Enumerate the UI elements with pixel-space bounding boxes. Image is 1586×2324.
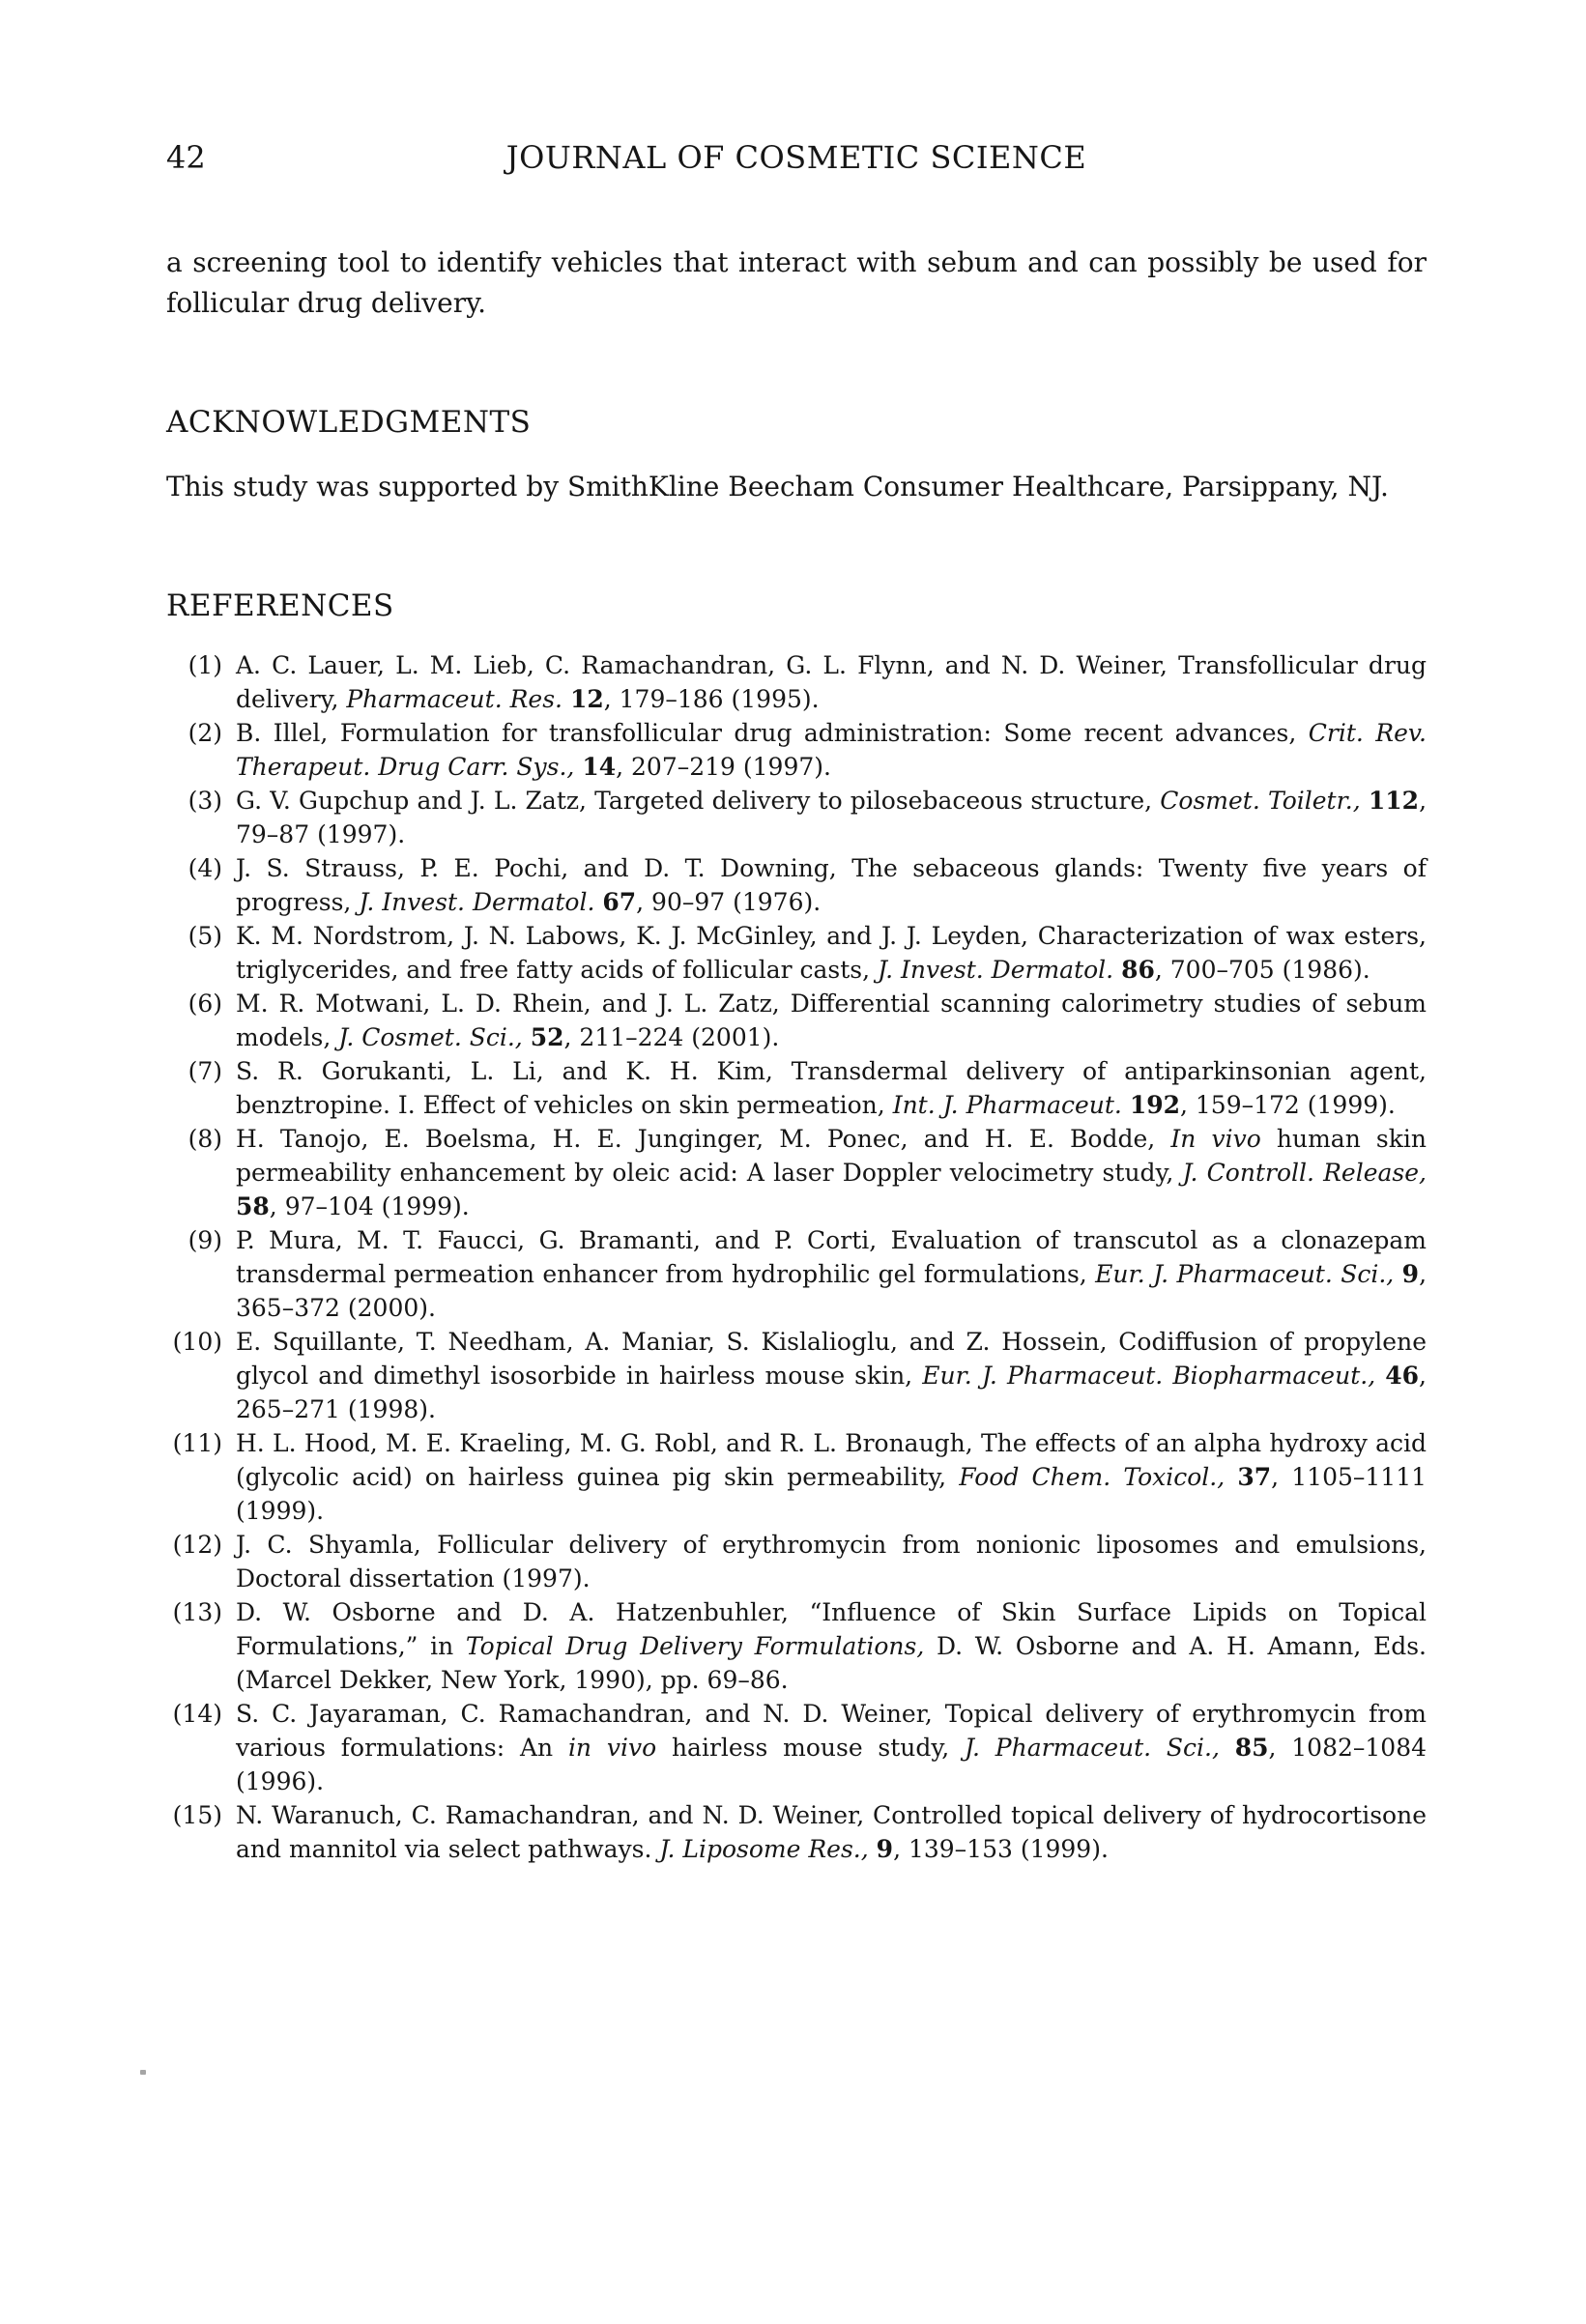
reference-list [166, 648, 1427, 1866]
page-number: 42 [166, 139, 206, 176]
reference-number: (10) [172, 1328, 222, 1356]
reference-text-segment: 67 [602, 888, 637, 916]
reference-item [166, 1528, 1427, 1595]
reference-item [166, 716, 1427, 784]
reference-text-segment: 12 [569, 685, 604, 713]
reference-text-segment [1361, 787, 1369, 815]
reference-text-segment: S. R. Gorukanti, L. Li, and K. H. Kim, Transdermal delivery of antiparkinsonian agent, benztropine. I. Effect of vehicles on skin permeation, [236, 1057, 1427, 1119]
reference-item [166, 1223, 1427, 1325]
reference-text-segment: J. S. Strauss, P. E. Pochi, and D. T. Downing, The sebaceous glands: Twenty five years of progress, [236, 854, 1427, 916]
reference-text-segment [523, 1023, 531, 1051]
references-heading: REFERENCES [166, 588, 394, 623]
reference-text-segment: 192 [1129, 1091, 1180, 1119]
reference-item [166, 784, 1427, 851]
reference-text-segment: 9 [1401, 1260, 1420, 1288]
reference-text-segment: Pharmaceut. Res. [346, 685, 562, 713]
reference-text-segment: Topical Drug Delivery Formulations, [465, 1632, 925, 1660]
reference-text-segment [1113, 956, 1121, 984]
reference-text-segment: P. Mura, M. T. Faucci, G. Bramanti, and P. Corti, Evaluation of transcutol as a clonazepam transdermal permeation enhancer from hydrophilic gel formulations, [236, 1226, 1427, 1288]
reference-number: (2) [187, 719, 222, 747]
reference-text-segment: H. Tanojo, E. Boelsma, H. E. Junginger, M. Ponec, and H. E. Bodde, [236, 1125, 1171, 1153]
reference-text-segment: , 79–87 (1997). [236, 787, 1427, 848]
reference-item [166, 1595, 1427, 1697]
reference-text-segment [1122, 1091, 1130, 1119]
reference-text-segment: in vivo [567, 1734, 657, 1762]
intro-paragraph: a screening tool to identify vehicles that interact with sebum and can possibly be used for follicular drug delivery. [166, 246, 1427, 319]
reference-number: (3) [187, 787, 222, 815]
reference-text-segment: J. Cosmet. Sci., [338, 1023, 523, 1051]
reference-item [166, 1798, 1427, 1866]
reference-text-segment: J. Invest. Dermatol. [359, 888, 595, 916]
reference-text-segment: N. Waranuch, C. Ramachandran, and N. D. Weiner, Controlled topical delivery of hydrocortisone and mannitol via select pathways. [236, 1801, 1427, 1863]
reference-number: (5) [187, 922, 222, 950]
reference-text-segment: H. L. Hood, M. E. Kraeling, M. G. Robl, and R. L. Bronaugh, The effects of an alpha hydroxy acid (glycolic acid) on hairless guinea pig skin permeability, [236, 1429, 1427, 1491]
reference-text-segment: B. Illel, Formulation for transfollicular drug administration: Some recent advances, [236, 719, 1309, 747]
reference-number: (8) [187, 1125, 222, 1153]
reference-text-segment: , 139–153 (1999). [893, 1835, 1109, 1863]
reference-text-segment: hairless mouse study, [656, 1734, 965, 1762]
reference-text-segment: M. R. Motwani, L. D. Rhein, and J. L. Zatz, Differential scanning calorimetry studies of sebum models, [236, 990, 1427, 1051]
reference-text-segment: , 159–172 (1999). [1180, 1091, 1396, 1119]
reference-number: (9) [187, 1226, 222, 1254]
reference-text-segment: Eur. J. Pharmaceut. Biopharmaceut., [922, 1362, 1376, 1390]
reference-text-segment: D. W. Osborne and A. H. Amann, Eds. (Marcel Dekker, New York, 1990), pp. 69–86. [236, 1632, 1427, 1694]
reference-text-segment: , 211–224 (2001). [563, 1023, 780, 1051]
reference-text-segment: , 97–104 (1999). [269, 1192, 470, 1220]
reference-item [166, 1426, 1427, 1528]
reference-text-segment: 14 [582, 753, 617, 781]
reference-text-segment: , 179–186 (1995). [603, 685, 820, 713]
reference-number: (13) [172, 1598, 222, 1626]
reference-item [166, 1054, 1427, 1122]
page-header [166, 138, 1427, 177]
reference-text-segment: S. C. Jayaraman, C. Ramachandran, and N. D. Weiner, Topical delivery of erythromycin from various formulations: An [236, 1700, 1427, 1762]
reference-item [166, 1697, 1427, 1798]
reference-item [166, 987, 1427, 1054]
reference-text-segment: 85 [1234, 1734, 1269, 1762]
reference-text-segment: G. V. Gupchup and J. L. Zatz, Targeted delivery to pilosebaceous structure, [236, 787, 1161, 815]
reference-text-segment: 52 [530, 1023, 564, 1051]
reference-text-segment: , 1105–1111 (1999). [236, 1463, 1427, 1525]
reference-number: (6) [187, 990, 222, 1018]
reference-text-segment: J. Liposome Res., [659, 1835, 869, 1863]
reference-text-segment: human skin permeability enhancement by oleic acid: A laser Doppler velocimetry study, [236, 1125, 1427, 1187]
reference-item [166, 1325, 1427, 1426]
scan-artifact-dot [140, 2070, 146, 2075]
reference-text-segment: E. Squillante, T. Needham, A. Maniar, S. Kislalioglu, and Z. Hossein, Codiffusion of propylene glycol and dimethyl isosorbide in hairless mouse skin, [236, 1328, 1427, 1390]
reference-text-segment [1225, 1463, 1237, 1491]
reference-number: (1) [187, 651, 222, 679]
reference-text-segment: D. W. Osborne and D. A. Hatzenbuhler, “Influence of Skin Surface Lipids on Topical Formulations,” in [236, 1598, 1427, 1660]
reference-text-segment: Crit. Rev. Therapeut. Drug Carr. Sys., [236, 719, 1427, 781]
reference-text-segment: J. Invest. Dermatol. [878, 956, 1114, 984]
reference-text-segment: 9 [876, 1835, 894, 1863]
reference-text-segment: , 365–372 (2000). [236, 1260, 1427, 1322]
reference-text-segment: A. C. Lauer, L. M. Lieb, C. Ramachandran, G. L. Flynn, and N. D. Weiner, Transfollicular drug delivery, [236, 651, 1427, 713]
reference-text-segment: Cosmet. Toiletr., [1160, 787, 1361, 815]
reference-number: (7) [187, 1057, 222, 1085]
reference-text-segment: , 90–97 (1976). [636, 888, 822, 916]
reference-text-segment: J. Pharmaceut. Sci., [964, 1734, 1220, 1762]
reference-number: (11) [172, 1429, 222, 1457]
reference-text-segment [562, 685, 570, 713]
reference-text-segment: In vivo [1170, 1125, 1261, 1153]
reference-text-segment: , 700–705 (1986). [1154, 956, 1370, 984]
reference-item [166, 919, 1427, 987]
reference-number: (14) [172, 1700, 222, 1728]
reference-item [166, 851, 1427, 919]
reference-text-segment: 37 [1237, 1463, 1272, 1491]
reference-text-segment: Food Chem. Toxicol., [959, 1463, 1226, 1491]
reference-item [166, 1122, 1427, 1223]
reference-text-segment [869, 1835, 877, 1863]
running-head-title: JOURNAL OF COSMETIC SCIENCE [505, 139, 1087, 176]
reference-text-segment: 86 [1121, 956, 1155, 984]
reference-text-segment: J. C. Shyamla, Follicular delivery of erythromycin from nonionic liposomes and emulsions, Doctoral dissertation (1997). [236, 1531, 1427, 1592]
reference-text-segment: 46 [1385, 1362, 1420, 1390]
reference-item [166, 648, 1427, 716]
reference-text-segment: 112 [1368, 787, 1420, 815]
reference-number: (15) [172, 1801, 222, 1829]
reference-text-segment [1220, 1734, 1235, 1762]
acknowledgments-paragraph: This study was supported by SmithKline Beecham Consumer Healthcare, Parsippany, NJ. [166, 471, 1389, 502]
acknowledgments-heading: ACKNOWLEDGMENTS [166, 405, 532, 440]
reference-number: (12) [172, 1531, 222, 1559]
reference-text-segment: 58 [236, 1192, 270, 1220]
reference-text-segment: K. M. Nordstrom, J. N. Labows, K. J. McGinley, and J. J. Leyden, Characterization of wax esters, triglycerides, and free fatty acids of follicular casts, [236, 922, 1427, 984]
reference-text-segment: , 207–219 (1997). [616, 753, 831, 781]
reference-number: (4) [187, 854, 222, 882]
reference-text-segment: Eur. J. Pharmaceut. Sci., [1095, 1260, 1395, 1288]
reference-text-segment [1394, 1260, 1401, 1288]
reference-text-segment: J. Controll. Release, [1182, 1159, 1427, 1187]
reference-text-segment [1375, 1362, 1385, 1390]
reference-text-segment: Int. J. Pharmaceut. [892, 1091, 1122, 1119]
reference-text-segment: , 265–271 (1998). [236, 1362, 1427, 1423]
reference-text-segment: , 1082–1084 (1996). [236, 1734, 1427, 1795]
